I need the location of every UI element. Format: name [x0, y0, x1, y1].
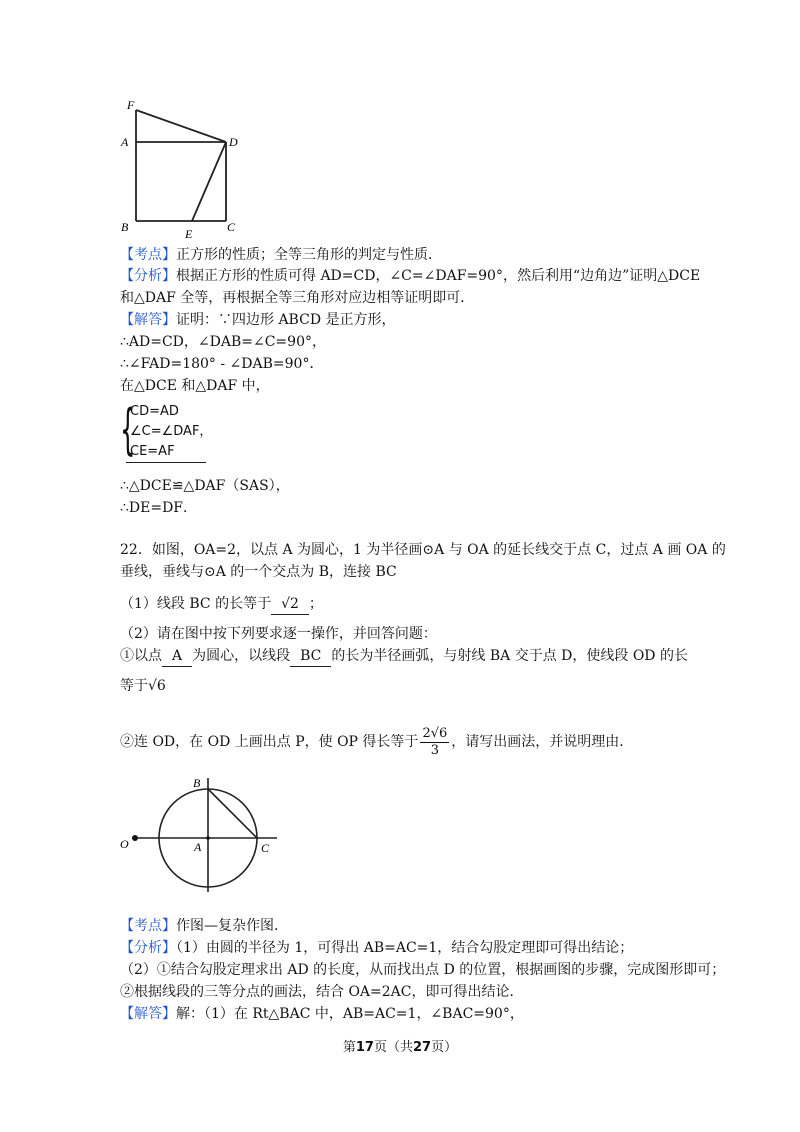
kaodian-text: 作图—复杂作图．: [176, 918, 288, 934]
figure-circle-a: [115, 772, 285, 894]
step1-text-d: 等于: [120, 678, 148, 694]
proof-line-5: ∴△DCE≌△DAF（SAS），: [120, 478, 290, 494]
fenxi-text: 根据正方形的性质可得 AD=CD，∠C=∠DAF=90°，然后利用“边角边”证明△DCE: [176, 268, 701, 284]
problem22-stem-1: 22．如图，OA=2，以点 A 为圆心，1 为半径画⊙A 与 OA 的延长线交于点 C，过点 A 画 OA 的: [120, 542, 726, 558]
fenxi-line-2-3: ②根据线段的三等分点的画法，结合 OA=2AC，即可得出结论．: [120, 984, 524, 1000]
kaodian-text: 正方形的性质；全等三角形的判定与性质．: [176, 247, 442, 263]
step2-text-b: ，请写出画法，并说明理由．: [451, 734, 634, 750]
fenxi-tag: 【分析】: [120, 940, 176, 956]
step2-fraction: [420, 726, 449, 759]
label-b: B: [121, 220, 129, 234]
kaodian-line-1: [120, 245, 442, 265]
proof-line-4: 在△DCE 和△DAF 中，: [120, 378, 270, 394]
point-a: [206, 836, 210, 840]
step1-sqrt-value: √6: [148, 678, 166, 694]
fenxi-line-2-2: （2）①结合勾股定理求出 AD 的长度，从而找出点 D 的位置，根据画图的步骤，完成图形即可；: [120, 962, 726, 978]
jieda-line-2: [120, 1004, 524, 1024]
label-f: F: [127, 98, 135, 112]
step1-text-b: 为圆心，以线段: [192, 648, 291, 664]
problem22-q1: [120, 594, 323, 615]
problem22-q2: （2）请在图中按下列要求逐一操作，并回答问题：: [120, 626, 437, 642]
kaodian-line-2: [120, 916, 288, 936]
system-underline: [126, 462, 206, 463]
step2-text-a: ②连 OD，在 OD 上画出点 P，使 OP 得长等于: [120, 734, 419, 750]
system-row-2: ∠C=∠DAF，: [130, 424, 213, 439]
label-a: A: [194, 840, 202, 854]
system-row-1: CD=AD: [130, 404, 179, 419]
jieda-text: 解：（1）在 Rt△BAC 中，AB=AC=1，∠BAC=90°，: [176, 1006, 524, 1022]
problem22-stem-2: 垂线，垂线与⊙A 的一个交点为 B，连接 BC: [120, 564, 397, 580]
jieda-tag: 【解答】: [120, 1006, 176, 1022]
problem22-step1-cont: [120, 676, 166, 696]
segment-de: [192, 142, 226, 221]
fenxi-text: （1）由圆的半径为 1，可得出 AB=AC=1，结合勾股定理即可得出结论；: [176, 940, 634, 956]
label-e: E: [185, 227, 193, 240]
label-c: C: [261, 841, 270, 855]
label-o: O: [120, 837, 129, 851]
footer-total-pages: 27: [413, 1040, 432, 1055]
segment-fd: [136, 110, 226, 142]
kaodian-tag: 【考点】: [120, 918, 176, 934]
step1-text-a: ①以点: [120, 648, 162, 664]
proof-line-2: ∴AD=CD，∠DAB=∠C=90°，: [120, 334, 326, 350]
fenxi-line-2: 和△DAF 全等，再根据全等三角形对应边相等证明即可．: [120, 290, 475, 306]
problem22-step1: [120, 646, 688, 667]
jieda-line-1: [120, 310, 396, 330]
figure-square-abcd: [115, 98, 245, 240]
problem22-step2: [120, 724, 633, 760]
proof-line-3: ∴∠FAD=180° - ∠DAB=90°．: [120, 356, 324, 372]
fenxi-tag: 【分析】: [120, 268, 176, 284]
brace-icon: {: [120, 398, 136, 461]
step1-answer-radius: BC: [290, 646, 331, 667]
point-o: [132, 835, 138, 841]
label-c: C: [227, 220, 236, 234]
q1-suffix: ；: [308, 596, 323, 612]
kaodian-tag: 【考点】: [120, 247, 176, 263]
footer-prefix: 第: [342, 1040, 356, 1055]
label-d: D: [229, 135, 238, 149]
label-b: B: [193, 776, 201, 790]
footer-page-number: 17: [355, 1040, 374, 1055]
jieda-text: 证明：∵四边形 ABCD 是正方形，: [176, 312, 396, 328]
proof-line-6: ∴DE=DF．: [120, 500, 198, 516]
q1-answer: √2: [271, 594, 309, 615]
footer-mid: 页（共: [373, 1040, 413, 1055]
fenxi-line-1: [120, 266, 700, 286]
equation-system: [120, 398, 213, 464]
fraction-denominator: 3: [430, 742, 439, 758]
fraction-numerator: 2√6: [422, 725, 448, 741]
fenxi-line-2-1: [120, 938, 633, 958]
step1-text-c: 的长为半径画弧，与射线 BA 交于点 D，使线段 OD 的长: [331, 648, 688, 664]
footer-suffix: 页）: [431, 1040, 458, 1055]
jieda-tag: 【解答】: [120, 312, 176, 328]
q1-prefix: （1）线段 BC 的长等于: [120, 596, 272, 612]
label-a: A: [121, 135, 129, 149]
system-row-3: CE=AF: [130, 444, 175, 459]
step1-answer-center: A: [162, 646, 192, 667]
page-footer: [0, 1036, 800, 1055]
